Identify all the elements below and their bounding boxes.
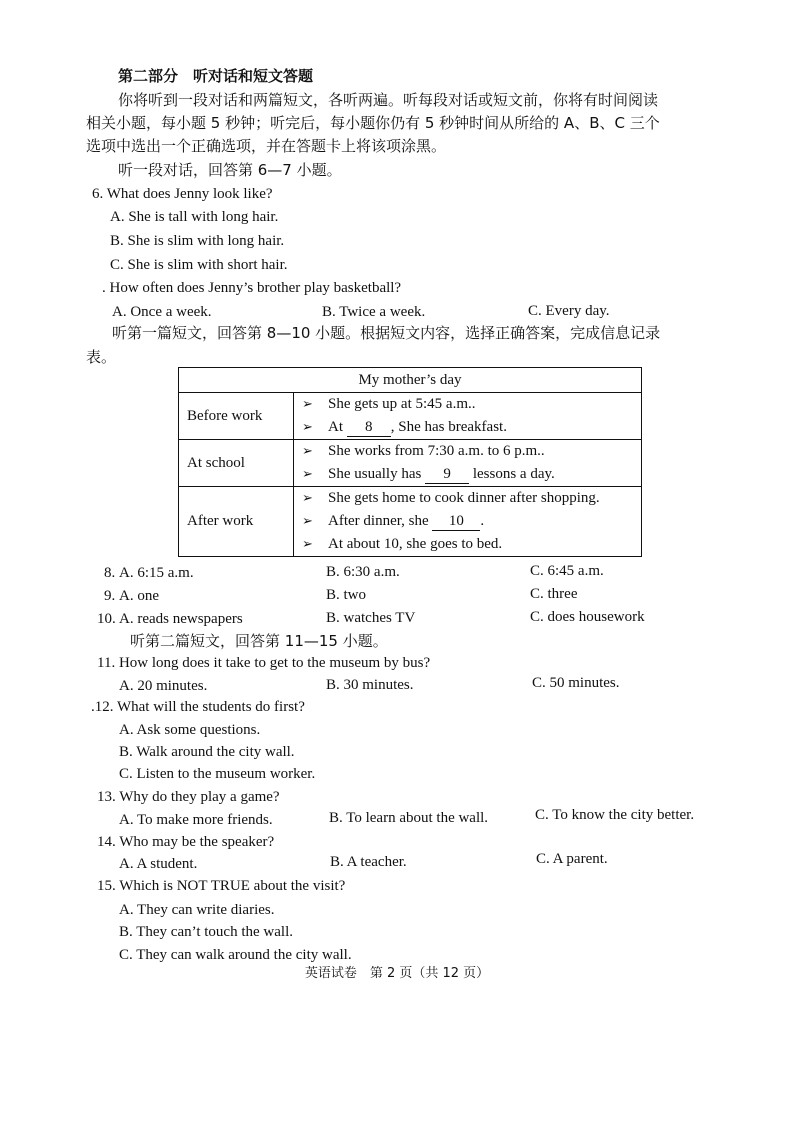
question-9-number: 9. [104,588,116,604]
question-9-option-a: A. one [119,588,159,604]
question-12-option-a: A. Ask some questions. [119,722,261,738]
table-row [179,440,642,487]
question-7-option-c: C. Every day. [528,303,610,319]
question-8-option-c: C. 6:45 a.m. [530,563,604,579]
question-14-option-a: A. A student. [119,856,198,872]
arrow-bullet-icon: ➢ [302,420,313,435]
question-6-option-b: B. She is slim with long hair. [110,233,285,249]
arrow-bullet-icon: ➢ [302,397,313,412]
blank-10: 10 [432,513,480,531]
after-work-line-2-pre: After dinner, she [328,513,429,529]
section-title: 第二部分 听对话和短文答题 [118,67,314,85]
question-14-option-b: B. A teacher. [330,854,407,870]
question-15-option-a: A. They can write diaries. [119,902,275,918]
question-13-option-b: B. To learn about the wall. [329,810,489,826]
question-15-option-c: C. They can walk around the city wall. [119,947,352,963]
question-8-option-a: A. 6:15 a.m. [119,565,194,581]
question-12-option-c: C. Listen to the museum worker. [119,766,316,782]
passage2-intro: 听第二篇短文，回答第 11—15 小题。 [130,632,388,650]
question-10-option-c: C. does housework [530,609,645,625]
question-8-option-b: B. 6:30 a.m. [326,564,400,580]
before-work-line-2-post: , She has breakfast. [390,419,507,435]
at-school-line-2-pre: She usually has [328,466,422,482]
question-9-option-c: C. three [530,586,578,602]
instruction-line-3: 选项中选出一个正确选项，并在答题卡上将该项涂黑。 [86,137,447,155]
question-13-option-c: C. To know the city better. [535,807,695,823]
question-6-option-a: A. She is tall with long hair. [110,209,279,225]
question-6-stem: 6. What does Jenny look like? [92,186,273,202]
blank-8: 8 [347,419,391,437]
question-7-option-a: A. Once a week. [112,304,212,320]
after-work-line-3: At about 10, she goes to bed. [328,536,503,552]
instruction-line-2: 相关小题，每小题 5 秒钟；听完后，每小题你仍有 5 秒钟时间从所给的 A、B、C 三个 [86,114,660,132]
question-10-number: 10. [97,611,116,627]
question-6-option-c: C. She is slim with short hair. [110,257,288,273]
table-title: My mother’s day [179,368,642,393]
arrow-bullet-icon: ➢ [302,537,313,552]
question-8-number: 8. [104,565,116,581]
after-work-line-2-post: . [480,513,485,529]
arrow-bullet-icon: ➢ [302,444,313,459]
question-12-option-b: B. Walk around the city wall. [119,744,295,760]
question-12-stem: .12. What will the students do first? [91,699,305,715]
arrow-bullet-icon: ➢ [302,491,313,506]
info-table [178,367,642,557]
at-school-line-2-post: lessons a day. [472,466,555,482]
passage1-intro-cont: 表。 [86,348,117,366]
question-13-stem: 13. Why do they play a game? [97,789,280,805]
question-15-option-b: B. They can’t touch the wall. [119,924,293,940]
question-10-option-a: A. reads newspapers [119,611,243,627]
before-work-line-1: She gets up at 5:45 a.m.. [328,396,476,412]
before-work-line-2-pre: At [328,419,343,435]
row-label-at-school: At school [179,440,294,487]
instruction-line-1: 你将听到一段对话和两篇短文，各听两遍。听每段对话或短文前，你将有时间阅读 [118,91,659,109]
question-11-option-b: B. 30 minutes. [326,677,414,693]
question-10-option-b: B. watches TV [326,610,416,626]
question-9-option-b: B. two [326,587,367,603]
question-11-option-a: A. 20 minutes. [119,678,208,694]
arrow-bullet-icon: ➢ [302,514,313,529]
blank-9: 9 [425,466,469,484]
arrow-bullet-icon: ➢ [302,467,313,482]
row-label-before-work: Before work [179,393,294,440]
passage1-intro: 听第一篇短文，回答第 8—10 小题。根据短文内容，选择正确答案，完成信息记录 [112,324,661,342]
question-7-option-b: B. Twice a week. [322,304,426,320]
table-row [179,487,642,557]
dialogue-intro: 听一段对话，回答第 6—7 小题。 [118,161,342,179]
table-row [179,393,642,440]
question-7-stem: . How often does Jenny’s brother play basketball? [102,280,402,296]
question-11-stem: 11. How long does it take to get to the museum by bus? [97,655,431,671]
row-label-after-work: After work [179,487,294,557]
question-11-option-c: C. 50 minutes. [532,675,620,691]
question-14-option-c: C. A parent. [536,851,608,867]
question-14-stem: 14. Who may be the speaker? [97,834,275,850]
question-15-stem: 15. Which is NOT TRUE about the visit? [97,878,346,894]
question-13-option-a: A. To make more friends. [119,812,273,828]
after-work-line-1: She gets home to cook dinner after shopping. [328,490,600,506]
at-school-line-1: She works from 7:30 a.m. to 6 p.m.. [328,443,545,459]
page-footer: 英语试卷 第 2 页（共 12 页） [304,966,490,981]
